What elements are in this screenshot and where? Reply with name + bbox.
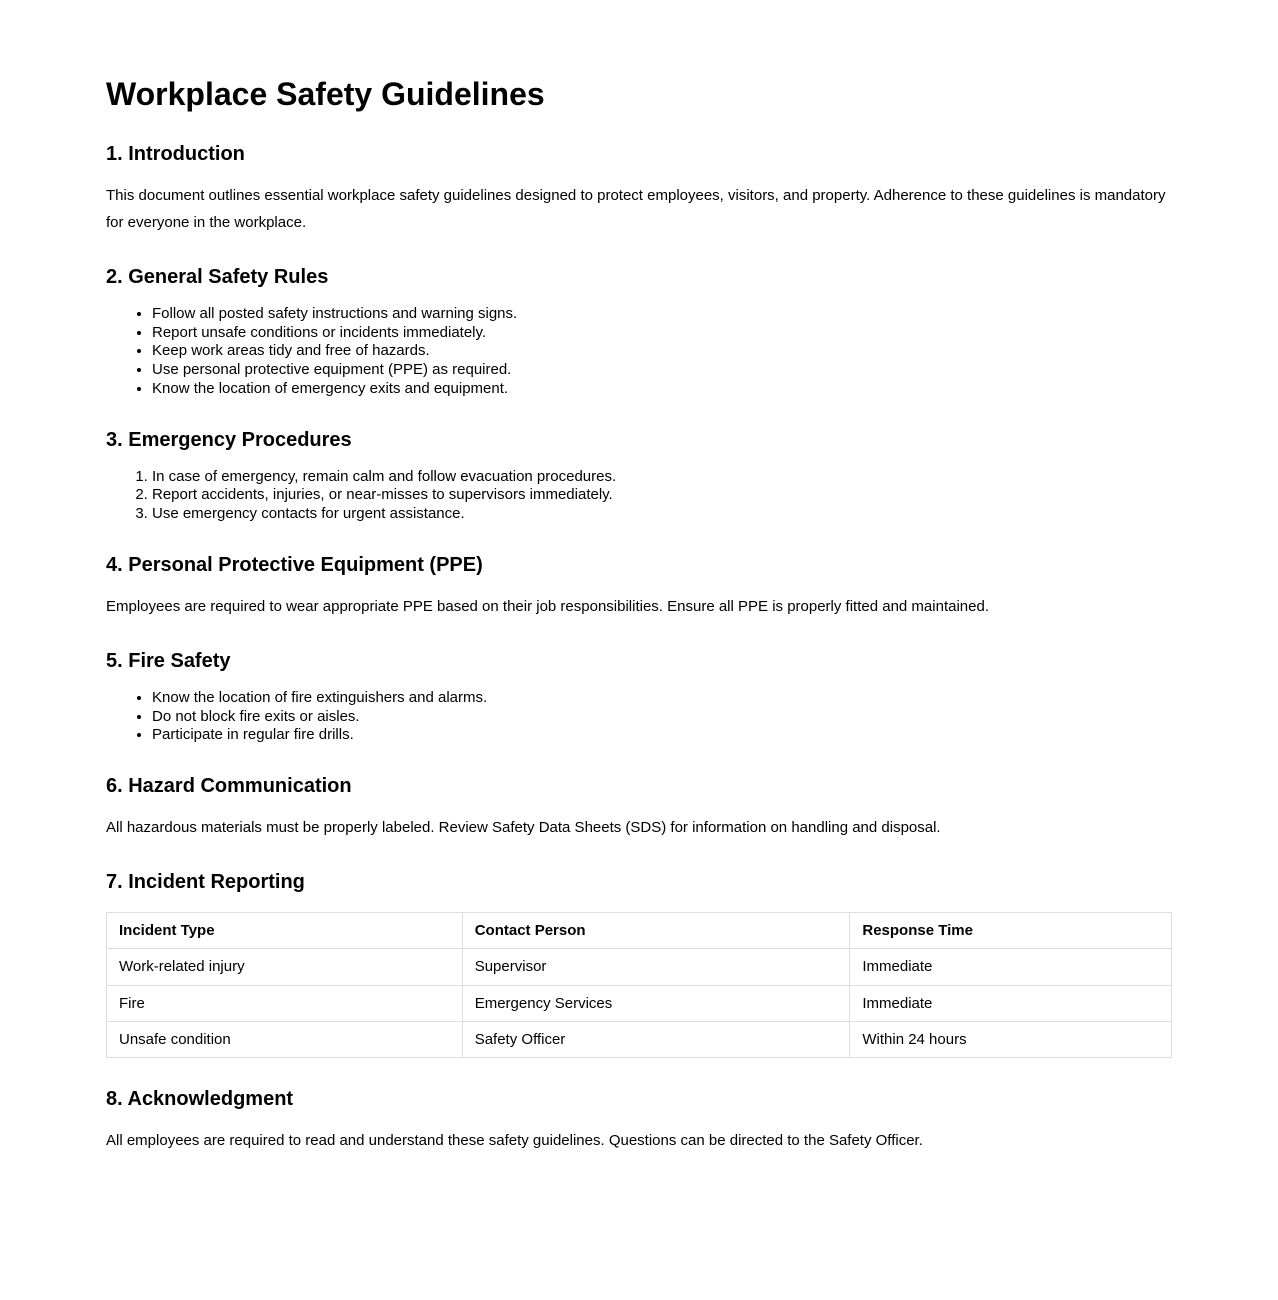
- document-body: [106, 0, 1172, 1250]
- acknowledgment-paragraph: All employees are required to read and understand these safety guidelines. Questions can be directed to the Safety Officer.: [106, 1132, 923, 1150]
- section-heading-ppe: 4. Personal Protective Equipment (PPE): [106, 553, 483, 576]
- table-row: [107, 1021, 1172, 1057]
- emergency-procedures-list: [106, 468, 1172, 524]
- table-cell: Emergency Services: [462, 985, 850, 1021]
- table-header-row: [107, 913, 1172, 949]
- page-title: Workplace Safety Guidelines: [106, 76, 545, 112]
- table-cell: Immediate: [850, 949, 1172, 985]
- section-heading-general-safety-rules: 2. General Safety Rules: [106, 265, 329, 288]
- table-cell: Within 24 hours: [850, 1021, 1172, 1057]
- table-cell: Work-related injury: [107, 949, 463, 985]
- table-header-incident-type: Incident Type: [107, 913, 463, 949]
- table-cell: Immediate: [850, 985, 1172, 1021]
- list-item: • Use personal protective equipment (PPE) as required.: [152, 361, 1172, 380]
- list-item: • Do not block fire exits or aisles.: [152, 708, 1172, 727]
- table-row: [107, 985, 1172, 1021]
- introduction-paragraph: This document outlines essential workplace safety guidelines designed to protect employees, visitors, and property. Adherence to these guidelines is mandatory for everyone in the workplace.: [106, 186, 1166, 231]
- list-item: 2. Report accidents, injuries, or near-misses to supervisors immediately.: [152, 486, 1172, 505]
- section-heading-acknowledgment: 8. Acknowledgment: [106, 1088, 294, 1111]
- section-heading-hazard-communication: 6. Hazard Communication: [106, 775, 352, 798]
- section-heading-fire-safety: 5. Fire Safety: [106, 649, 231, 672]
- section-heading-introduction: 1. Introduction: [106, 142, 245, 165]
- list-item: • Report unsafe conditions or incidents immediately.: [152, 324, 1172, 343]
- table-cell: Supervisor: [462, 949, 850, 985]
- table-cell: Fire: [107, 985, 463, 1021]
- list-item: • Participate in regular fire drills.: [152, 726, 1172, 745]
- section-heading-incident-reporting: 7. Incident Reporting: [106, 871, 305, 894]
- ppe-paragraph: Employees are required to wear appropriate PPE based on their job responsibilities. Ensure all PPE is properly fitted and maintained.: [106, 597, 989, 615]
- table-row: [107, 949, 1172, 985]
- list-item: • Know the location of emergency exits and equipment.: [152, 380, 1172, 399]
- list-item: • Follow all posted safety instructions and warning signs.: [152, 305, 1172, 324]
- list-item: 3. Use emergency contacts for urgent assistance.: [152, 505, 1172, 524]
- section-heading-emergency-procedures: 3. Emergency Procedures: [106, 428, 352, 451]
- table-cell: Safety Officer: [462, 1021, 850, 1057]
- list-item: 1. In case of emergency, remain calm and follow evacuation procedures.: [152, 468, 1172, 487]
- fire-safety-list: [106, 689, 1172, 745]
- list-item: • Keep work areas tidy and free of hazards.: [152, 342, 1172, 361]
- hazard-communication-paragraph: All hazardous materials must be properly labeled. Review Safety Data Sheets (SDS) for information on handling and disposal.: [106, 819, 941, 837]
- incident-reporting-table: [106, 912, 1172, 1058]
- general-safety-rules-list: [106, 305, 1172, 399]
- table-header-response-time: Response Time: [850, 913, 1172, 949]
- list-item: • Know the location of fire extinguishers and alarms.: [152, 689, 1172, 708]
- table-cell: Unsafe condition: [107, 1021, 463, 1057]
- table-header-contact-person: Contact Person: [462, 913, 850, 949]
